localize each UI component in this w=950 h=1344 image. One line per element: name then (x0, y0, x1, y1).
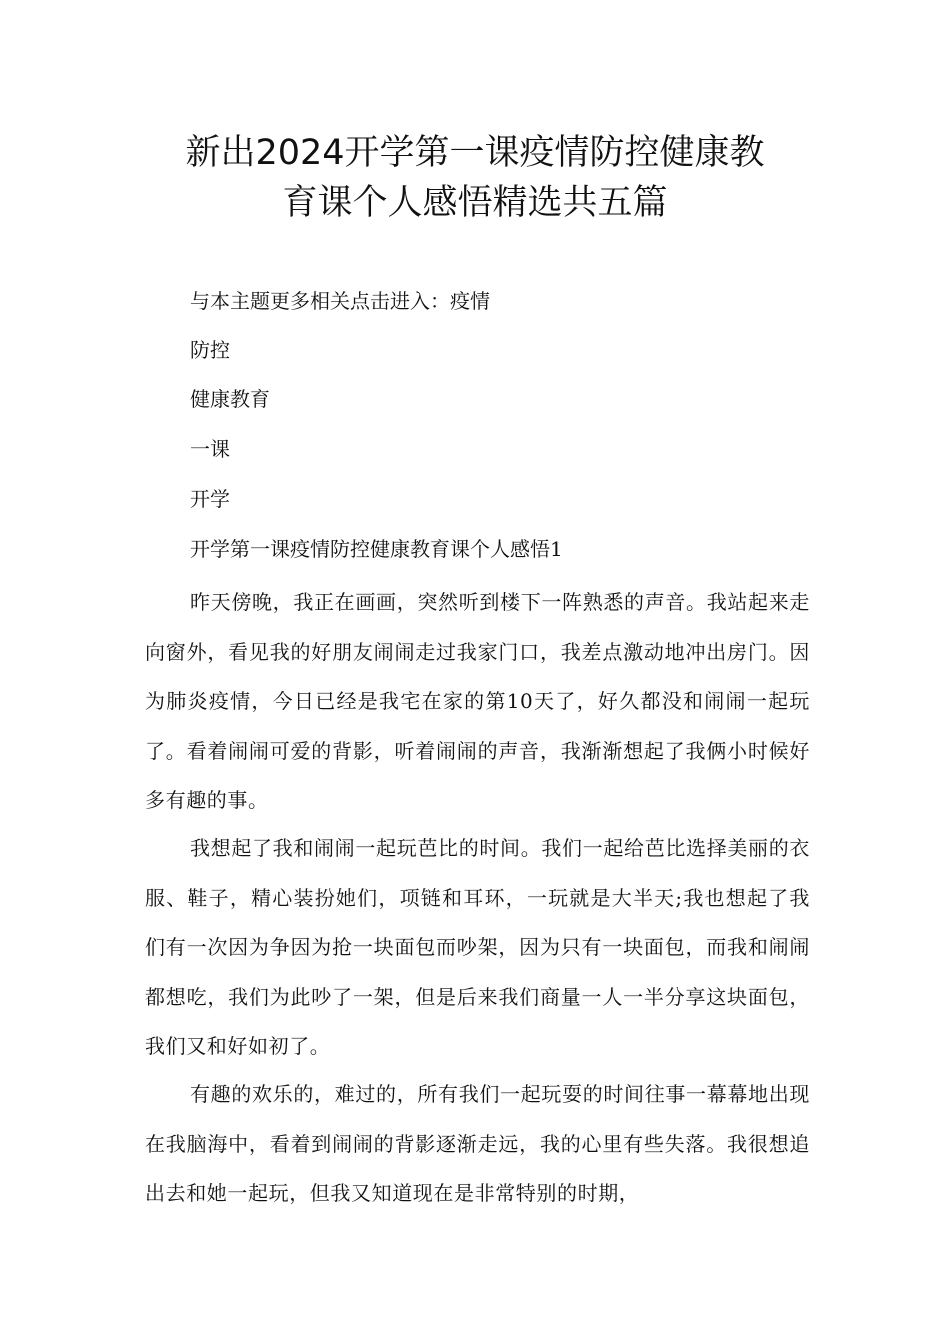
paragraph-1: 昨天傍晚，我正在画画，突然听到楼下一阵熟悉的声音。我站起来走向窗外，看见我的好朋友闹闹走过我家门口，我差点激动地冲出房门。因为肺炎疫情，今日已经是我宅在家的第10天了，好久都没和闹闹一起玩了。看着闹闹可爱的背影，听着闹闹的声音，我渐渐想起了我俩小时候好多有趣的事。 (145, 590, 810, 812)
paragraph-3: 有趣的欢乐的，难过的，所有我们一起玩耍的时间往事一幕幕地出现在我脑海中，看着到闹闹的背影逐渐走远，我的心里有些失落。我很想追出去和她一起玩，但我又知道现在是非常特别的时期， (145, 1082, 810, 1205)
related-topics-line[interactable]: 与本主题更多相关点击进入：疫情 (190, 289, 490, 313)
document-title (120, 128, 830, 228)
section-heading: 开学第一课疫情防控健康教育课个人感悟1 (190, 537, 563, 561)
tag-link-health-education[interactable]: 健康教育 (190, 387, 270, 411)
paragraph-2: 我想起了我和闹闹一起玩芭比的时间。我们一起给芭比选择美丽的衣服、鞋子，精心装扮她们，项链和耳环，一玩就是大半天;我也想起了我们有一次因为争因为抢一块面包而吵架，因为只有一块面包，而我和闹闹都想吃，我们为此吵了一架，但是后来我们商量一人一半分享这块面包，我们又和好如初了。 (145, 836, 810, 1058)
tag-link-lesson[interactable]: 一课 (190, 437, 230, 461)
title-line-2: 育课个人感悟精选共五篇 (282, 183, 668, 223)
title-line-1: 新出2024开学第一课疫情防控健康教 (185, 133, 765, 173)
tag-link-school-start[interactable]: 开学 (190, 487, 230, 511)
tag-link-prevention[interactable]: 防控 (190, 338, 230, 362)
